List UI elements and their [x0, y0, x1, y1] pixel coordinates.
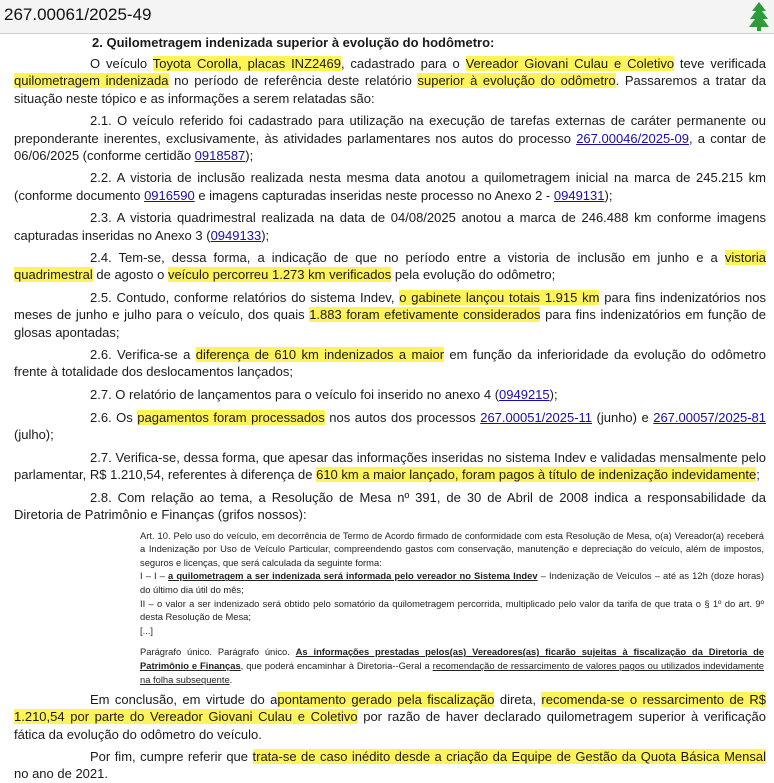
paragraph-2-8: 2.8. Com relação ao tema, a Resolução de Mesa nº 391, de 30 de Abril de 2008 indica a responsabilidade da Diretoria de Patrimônio e Finanças (grifos nossos):: [14, 489, 766, 522]
paragraph-2-6: 2.6. Verifica-se a diferença de 610 km indenizados a maior em função da inferioridade da evolução do odômetro frente à totalidade dos deslocamentos lançados;: [14, 347, 766, 380]
final-paragraph: Por fim, cumpre referir que trata-se de caso inédito desde a criação da Equipe de Gestão da Quota Básica Mensal no ano de 2021.: [14, 749, 766, 782]
section-title: 2. Quilometragem indenizada superior à evolução do hodômetro:: [92, 35, 495, 50]
quote-item-1: I – I – a quilometragem a ser indenizada será informada pelo vereador no Sistema Indev – Indenização de Veículos – até as 12h (doze horas) do último dia útil do mês;: [140, 570, 764, 595]
highlight: pagamentos foram processados: [137, 409, 325, 425]
highlight: o gabinete lançou totais 1.915 km: [399, 290, 600, 306]
highlight: 1.883 foram efetivamente considerados: [309, 307, 541, 323]
process-link[interactable]: 267.00051/2025-11: [480, 409, 593, 425]
pine-tree-icon: [748, 1, 770, 31]
document-link[interactable]: 0916590: [144, 187, 195, 203]
highlight: superior à evolução do odômetro: [417, 73, 616, 89]
document-header: [0, 0, 774, 34]
highlight: pontamento gerado pela fiscalização: [277, 692, 495, 708]
paragraph-2-3: 2.3. A vistoria quadrimestral realizada na data de 04/08/2025 anotou a marca de 246.488 km conforme imagens capturadas inseridas no Anexo 3 (0949133);: [14, 210, 766, 243]
process-number: 267.00061/2025-49: [4, 5, 152, 24]
process-link[interactable]: 267.00046/2025-09: [576, 130, 689, 146]
quote-item-2: II – o valor a ser indenizado será obtido pelo somatório da quilometragem percorrida, multiplicado pelo valor da tarifa de que trata o § 1º do art. 9º desta Resolução de Mesa;: [140, 597, 764, 623]
paragraph-2-7b: 2.7. Verifica-se, dessa forma, que apesar das informações inseridas no sistema Indev e validadas mensalmente pelo parlamentar, R$ 1.210,54, referentes à diferença de 610 km a maior lançado, foram pagos à título de indenização indevidamente;: [14, 449, 766, 482]
paragraph-2-6b: 2.6. Os pagamentos foram processados nos autos dos processos 267.00051/2025-11 (junho) e 267.00057/2025-81 (julho);: [14, 409, 766, 443]
highlight: trata-se de caso inédito desde a criação da Equipe de Gestão da Quota Básica Mensal: [252, 749, 766, 765]
document-link[interactable]: 0949131: [553, 187, 605, 203]
document-body: [14, 34, 766, 783]
document-link[interactable]: 0918587: [194, 147, 246, 163]
highlight: vistoria quadrimestral: [14, 250, 766, 283]
highlight: quilometragem indenizada: [14, 73, 169, 89]
resolution-quote: [140, 529, 764, 687]
highlight: diferença de 610 km indenizados a maior: [195, 347, 445, 363]
highlight: veículo percorreu 1.273 km verificados: [167, 267, 392, 283]
paragraph-2-4: 2.4. Tem-se, dessa forma, a indicação de que no período entre a vistoria de inclusão em junho e a vistoria quadrimestral de agosto o veículo percorreu 1.273 km verificados pela evolução do odômetro;: [14, 250, 766, 283]
intro-paragraph: O veículo Toyota Corolla, placas INZ2469, cadastrado para o Vereador Giovani Culau e Coletivo teve verificada quilometragem indenizada no período de referência deste relatório superior à evolução do odômetro. Passaremos a tratar da situação neste tópico e as informações a serem relatadas são:: [14, 56, 767, 106]
quote-paragraph-unico: Parágrafo único. Parágrafo único. As informações prestadas pelos(as) Vereadores(as) ficarão sujeitas à fiscalização da Diretoria de Patrimônio e Finanças, que poderá encaminhar à Diretoria--Geral a recomendação de ressarcimento de valores pagos ou utilizados indevidamente na folha subsequente.: [140, 646, 765, 685]
document-link[interactable]: 0949215: [499, 387, 550, 403]
highlight: 610 km a maior lançado, foram pagos à título de indenização indevidamente: [316, 466, 757, 482]
document-link[interactable]: 0949133: [210, 227, 262, 243]
highlight: Vereador Giovani Culau e Coletivo: [465, 56, 675, 72]
paragraph-2-5: 2.5. Contudo, conforme relatórios do sistema Indev, o gabinete lançou totais 1.915 km para fins indenizatórios nos meses de junho e julho para o veículo, dos quais 1.883 foram efetivamente considerados para fins indenizatórios em função de glosas apontadas;: [14, 290, 767, 340]
process-link[interactable]: 267.00057/2025-81: [653, 409, 766, 425]
highlight: recomenda-se o ressarcimento de R$ 1.210,54 por parte do Vereador Giovani Culau e Coletivo: [14, 692, 766, 725]
highlight: Toyota Corolla, placas INZ2469: [152, 56, 341, 72]
paragraph-2-7a: 2.7. O relatório de lançamentos para o veículo foi inserido no anexo 4 (0949215);: [90, 387, 558, 403]
conclusion-paragraph: Em conclusão, em virtude do apontamento gerado pela fiscalização direta, recomenda-se o ressarcimento de R$ 1.210,54 por parte do Vereador Giovani Culau e Coletivo por razão de haver declarado quilometragem superior à verificação fática da evolução do odômetro do veículo.: [14, 692, 766, 742]
quote-art-10: Art. 10. Pelo uso do veículo, em decorrência de Termo de Acordo firmado de conformidade com esta Resolução de Mesa, o(a) Vereador(a) receberá a Indenização por Uso de Veículo Particular, compreendendo gastos com conservação, manutenção e depreciação do veículo, além de impostos, seguros e licenças, que será calculada da seguinte forma:: [140, 529, 764, 568]
paragraph-2-1: 2.1. O veículo referido foi cadastrado para utilização na execução de tarefas externas de caráter permanente ou preponderante inerentes, exclusivamente, às atividades parlamentares nos autos do processo 267.00046/2025-09, a contar de 06/06/2025 (conforme certidão 0918587);: [14, 113, 766, 163]
quote-ellipsis: [...]: [140, 624, 154, 636]
paragraph-2-2: 2.2. A vistoria de inclusão realizada nesta mesma data anotou a quilometragem inicial na marca de 245.215 km (conforme documento 0916590 e imagens capturadas inseridas neste processo no Anexo 2 - 0949131);: [14, 170, 766, 203]
